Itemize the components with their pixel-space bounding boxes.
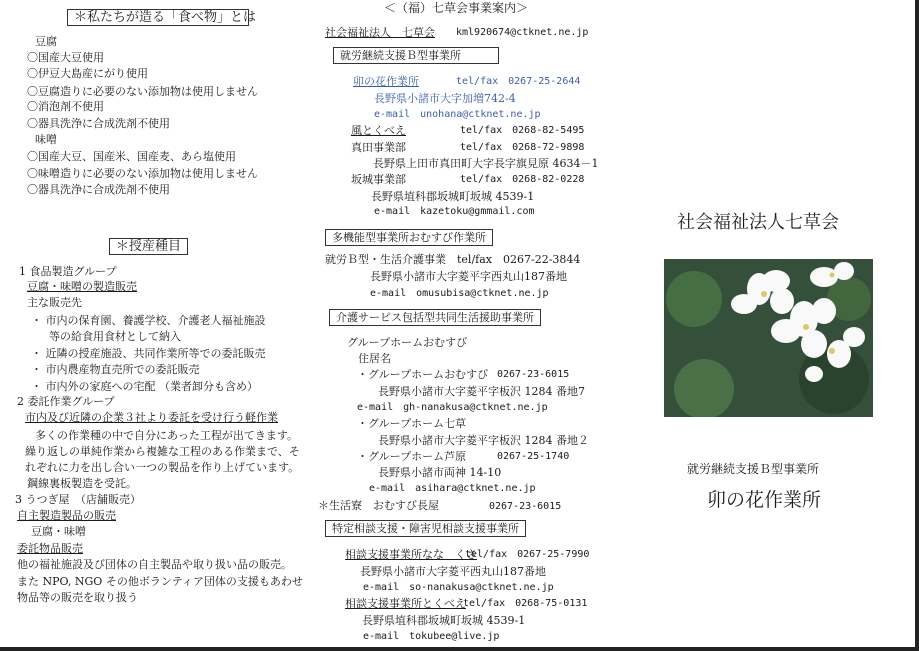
omusubi-address: 長野県小諸市大字菱平字西丸山187番地 [370, 270, 567, 283]
seikatsu-name: ＊生活寮 おむすび長屋 [318, 499, 439, 512]
work-line: 等の給食用食材として納入 [49, 330, 181, 343]
work-line: 他の福祉施設及び団体の自主製品や取り扱い品の販売。 [17, 558, 292, 571]
section-title: 介護サービス包括型共同生活援助事業所 [329, 309, 541, 326]
tokubee-email: e-mail tokubee@live.jp [363, 631, 500, 642]
sanada-name: 真田事業部 [351, 141, 406, 154]
section-title: 特定相談支援・障害児相談支援事業所 [325, 520, 526, 537]
sakaki-address: 長野県埴科郡坂城町坂城 4539-1 [371, 190, 535, 203]
work-line: 豆腐・味噌の製造販売 [27, 280, 137, 293]
gh2-address: 長野県小諸市大字菱平字板沢 1284 番地２ [378, 434, 589, 447]
work-line: 物品等の販売を取り扱う [17, 591, 138, 604]
kaze-name: 風とくべえ [351, 124, 406, 137]
cover-subtitle: 就労継続支援Ｂ型事業所 [687, 462, 820, 476]
gh1-address: 長野県小諸市大字菱平字板沢 1284 番地7 [378, 385, 585, 398]
seikatsu-tel: 0267-23-6015 [489, 501, 562, 512]
work-line: 鋼線裏板製造を受託。 [27, 477, 137, 490]
tofu-heading: 豆腐 [35, 35, 57, 48]
work-line: 1 食品製造グループ [19, 265, 117, 278]
omusubi-type: 就労Ｂ型・生活介護事業 tel/fax 0267-22-3844 [325, 253, 581, 266]
section-title: 多機能型事業所おむすび作業所 [325, 229, 493, 246]
gh-label: 住居名 [358, 352, 391, 365]
nanakusa-tel: tel/fax 0267-25-7990 [465, 549, 590, 560]
unohana-name: 卯の花作業所 [353, 75, 419, 88]
miso-item: 〇味噌造りに必要のない添加物は使用しません [27, 167, 258, 180]
work-line: ・ 市内の保育園、養護学校、介護老人福祉施設 [31, 314, 266, 327]
nanakusa-email: e-mail so-nanakusa@ctknet.ne.jp [363, 582, 554, 593]
sakaki-tel: tel/fax 0268-82-0228 [460, 174, 585, 185]
kaze-email: e-mail kazetoku@gmmail.com [374, 206, 535, 217]
unohana-email: e-mail unohana@ctknet.ne.jp [374, 109, 541, 120]
omusubi-email: e-mail omusubisa@ctknet.ne.jp [370, 288, 549, 299]
work-line: 自主製造製品の販売 [17, 509, 116, 522]
kaze-tel: tel/fax 0268-82-5495 [460, 125, 585, 136]
tokubee-tel: tel/fax 0268-75-0131 [463, 598, 588, 609]
org-name: 社会福祉法人 七草会 [325, 26, 435, 39]
gh1-tel: 0267-23-6015 [497, 369, 570, 380]
nanakusa-address: 長野県小諸市大字菱平西丸山187番地 [360, 565, 546, 578]
gh2-name: ・グループホーム七草 [357, 417, 467, 430]
tofu-item: 〇消泡剤不使用 [27, 100, 104, 113]
tokubee-address: 長野県埴科郡坂城町坂城 4539-1 [362, 614, 526, 627]
work-line: 2 委託作業グループ [17, 395, 115, 408]
tofu-item: 〇器具洗浄に合成洗剤不使用 [27, 117, 170, 130]
unohana-tel: tel/fax 0267-25-2644 [456, 76, 581, 87]
section-title: 就労継続支援Ｂ型事業所 [333, 47, 499, 64]
work-line: ・ 市内外の家庭への宅配 （業者卸分も含め） [31, 380, 258, 393]
work-line: 市内及び近隣の企業３社より委託を受け行う軽作業 [25, 411, 278, 424]
tofu-item: 〇豆腐造りに必要のない添加物は使用しません [27, 85, 258, 98]
miso-item: 〇器具洗浄に合成洗剤不使用 [27, 183, 170, 196]
gh1-email: e-mail gh-nanakusa@ctknet.ne.jp [357, 402, 548, 413]
cover-org-title: 社会福祉法人七草会 [677, 212, 839, 233]
work-line: れぞれに力を出し合い一つの製品を作り上げています。 [25, 461, 300, 474]
sanada-tel: tel/fax 0268-72-9898 [460, 142, 585, 153]
work-line: 3 うつぎ屋 （店舗販売） [15, 493, 141, 506]
food-section-title: ＊私たちが造る「食べ物」とは [67, 9, 249, 26]
sakaki-name: 坂城事業部 [351, 173, 406, 186]
gh1-name: ・グループホームおむすび [357, 368, 489, 381]
work-line: 繰り返しの単純作業から複雑な工程のある作業まで、そ [25, 445, 300, 458]
miso-heading: 味噌 [35, 133, 57, 146]
work-line: 委託物品販売 [17, 542, 83, 555]
gh3-email: e-mail asihara@ctknet.ne.jp [369, 483, 536, 494]
flower-photo [664, 259, 873, 417]
work-line: また NPO, NGO その他ボランティア団体の支援もあわせ [17, 575, 303, 588]
org-email: kml920674@ctknet.ne.jp [456, 27, 589, 38]
work-line: 豆腐・味噌 [31, 525, 86, 538]
work-line: 主な販売先 [27, 296, 82, 309]
sanada-address: 長野県上田市真田町大字長字旗見原 4634－1 [373, 157, 599, 170]
cover-facility: 卯の花作業所 [707, 489, 822, 511]
miso-item: 〇国産大豆、国産米、国産麦、あら塩使用 [27, 150, 236, 163]
gh3-address: 長野県小諸市両神 14-10 [378, 466, 502, 479]
nanakusa-name: 相談支援事業所なな くさ [345, 548, 477, 561]
unohana-address: 長野県小諸市大字加増742-4 [374, 92, 516, 105]
tokubee-name: 相談支援事業所とくべえ [345, 597, 466, 610]
work-section-title: ＊授産種目 [109, 238, 188, 255]
flower-illustration [664, 259, 873, 417]
business-title: ＜（福）七草会事業案内＞ [384, 1, 529, 15]
gh-title: グループホームおむすび [347, 336, 468, 349]
tofu-item: 〇国産大豆使用 [27, 51, 104, 64]
work-line: ・ 近隣の授産施設、共同作業所等での委託販売 [31, 347, 266, 360]
work-line: 多くの作業種の中で自分にあった工程が出てきます。 [35, 429, 299, 442]
work-line: ・ 市内農産物直売所での委託販売 [31, 363, 200, 376]
tofu-item: 〇伊豆大島産にがり使用 [27, 67, 148, 80]
gh3-tel: 0267-25-1740 [497, 451, 570, 462]
gh3-name: ・グループホーム芦原 [357, 450, 467, 463]
